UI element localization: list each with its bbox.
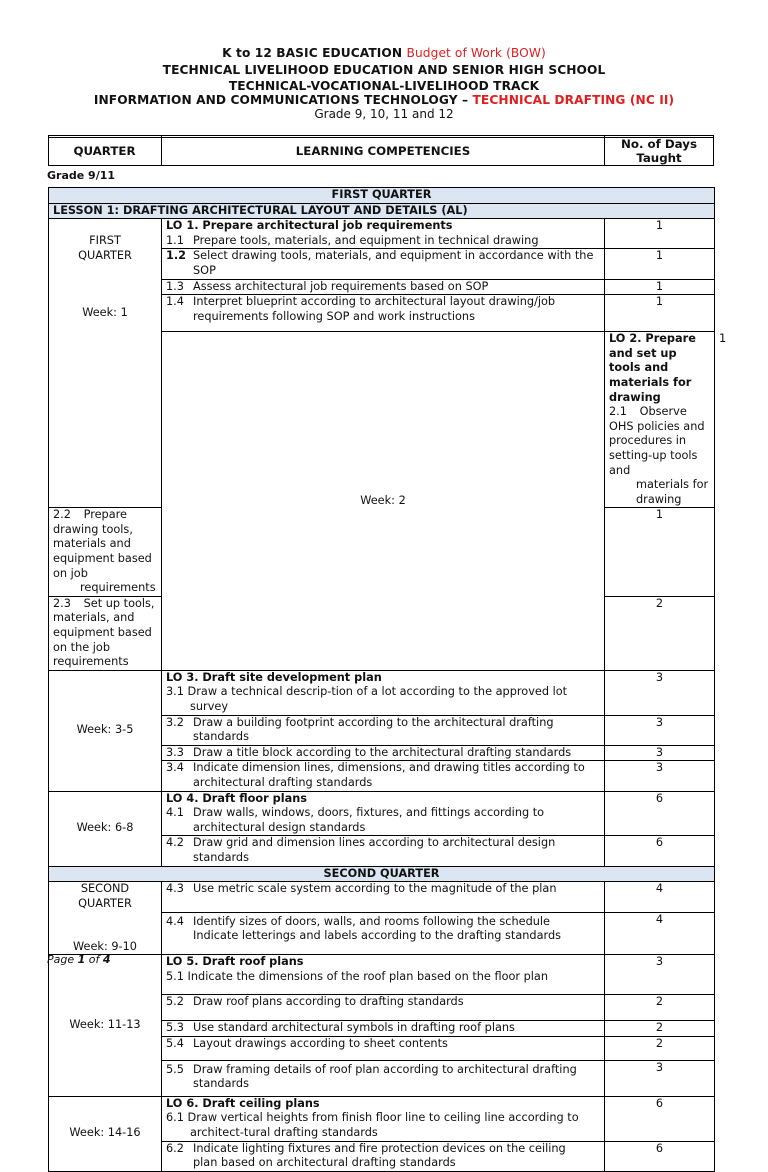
- days-cell: 1: [605, 279, 715, 295]
- days-cell: 3: [605, 1060, 715, 1096]
- table-row: [49, 1096, 715, 1141]
- competency-cell: [162, 670, 605, 715]
- table-row: [49, 882, 715, 912]
- doc-title-line2: TECHNICAL LIVELIHOOD EDUCATION AND SENIOR HIGH SCHOOL: [162, 63, 606, 77]
- first-quarter-label: FIRST QUARTER: [78, 234, 132, 262]
- days-cell: 6: [605, 836, 715, 866]
- doc-subject: INFORMATION AND COMMUNICATIONS TECHNOLOGY –: [93, 93, 469, 107]
- week-1-cell: [49, 219, 162, 508]
- competency-4-4: 4.4 Identify sizes of doors, walls, and rooms following the schedule Indicate letterings and labels according to the drafting standards: [162, 912, 605, 955]
- doc-title-line1: [0, 46, 768, 60]
- competency-1-2: 1.2 Select drawing tools, materials, and equipment in accordance with the SOP: [162, 249, 605, 279]
- grade-label: Grade 9/11: [47, 169, 116, 182]
- competency-5-2: 5.2 Draw roof plans according to drafting standards: [162, 995, 605, 1021]
- table-row: [49, 670, 715, 715]
- competency-6-2: 6.2 Indicate lighting fixtures and fire protection devices on the ceiling plan based on architectural drafting standards: [162, 1141, 605, 1171]
- days-cell: 4: [605, 882, 715, 912]
- competency-5-1: 5.1 Indicate the dimensions of the roof plan based on the floor plan: [166, 969, 549, 983]
- competency-cell: [605, 332, 715, 508]
- week-6-8-cell: [49, 791, 162, 866]
- days-cell: 6: [605, 1141, 715, 1171]
- second-quarter-heading: SECOND QUARTER: [49, 866, 715, 882]
- table-row: Week: 2 LO 2. Prepare and set up tools and materials for drawing 2.1 Observe OHS policies and procedures in setting-up tools and materials for drawing 1: [49, 332, 715, 508]
- days-cell: 3: [605, 955, 715, 995]
- days-cell: 1: [605, 295, 715, 332]
- days-cell: 2: [605, 1036, 715, 1060]
- week-label: Week: 14-16: [69, 1126, 141, 1140]
- week-label: Week: 3-5: [76, 723, 134, 737]
- lo-3-title: LO 3. Draft site development plan: [166, 670, 382, 684]
- table-row: [49, 219, 715, 249]
- week-11-13-cell: [49, 955, 162, 1097]
- competency-5-3: 5.3 Use standard architectural symbols in drafting roof plans: [162, 1021, 605, 1037]
- competency-6-1: 6.1 Draw vertical heights from finish floor line to ceiling line according to architect-tural drafting standards: [166, 1111, 579, 1139]
- days-cell: 1: [605, 219, 715, 249]
- days-column-header-1: No. of Days: [620, 137, 697, 151]
- doc-title-black: K to 12 BASIC EDUCATION: [222, 46, 403, 60]
- competency-3-3: 3.3 Draw a title block according to the architectural drafting standards: [162, 745, 605, 761]
- week-9-10-cell: [49, 882, 162, 955]
- lesson-1-heading: LESSON 1: DRAFTING ARCHITECTURAL LAYOUT AND DETAILS (AL): [49, 203, 715, 219]
- table-row: [49, 955, 715, 995]
- quarter-row: [49, 188, 715, 204]
- competency-1-3: 1.3 Assess architectural job requirements based on SOP: [162, 279, 605, 295]
- week-3-5-cell: [49, 670, 162, 791]
- quarter-row: [49, 866, 715, 882]
- week-14-16-cell: [49, 1096, 162, 1171]
- lo-5-title: LO 5. Draft roof plans: [166, 955, 304, 969]
- week-label: Week: 6-8: [76, 821, 134, 835]
- competency-2-3: 2.3 Set up tools, materials, and equipment based on the job requirements: [49, 596, 162, 670]
- competency-3-2: 3.2 Draw a building footprint according to the architectural drafting standards: [162, 715, 605, 745]
- competency-cell: [162, 1096, 605, 1141]
- competency-cell: [162, 955, 605, 995]
- competency-4-3: 4.3 Use metric scale system according to the magnitude of the plan: [162, 882, 605, 912]
- days-cell: 2: [605, 596, 715, 670]
- doc-title-red: Budget of Work (BOW): [406, 46, 546, 60]
- days-cell: 4: [605, 912, 715, 955]
- days-cell: 3: [605, 745, 715, 761]
- days-cell: 6: [605, 1096, 715, 1141]
- competencies-column-header: LEARNING COMPETENCIES: [295, 144, 471, 158]
- days-cell: 6: [605, 791, 715, 836]
- lesson-row: [49, 203, 715, 219]
- week-2-cell: [162, 332, 605, 671]
- days-cell: 3: [605, 715, 715, 745]
- competency-3-4: 3.4 Indicate dimension lines, dimensions, and drawing titles according to architectural drafting standards: [162, 761, 605, 791]
- competency-4-2: 4.2 Draw grid and dimension lines according to architectural design standards: [162, 836, 605, 866]
- competency-2-1: 2.1 Observe OHS policies and procedures in setting-up tools and materials for drawing: [609, 405, 709, 506]
- competency-5-5: 5.5 Draw framing details of roof plan according to architectural drafting standards: [162, 1060, 605, 1096]
- days-cell: 2: [605, 995, 715, 1021]
- days-cell: 2: [605, 1021, 715, 1037]
- first-quarter-heading: FIRST QUARTER: [49, 188, 715, 204]
- week-label: Week: 2: [360, 493, 406, 507]
- competency-4-1: 4.1 Draw walls, windows, doors, fixtures, and fittings according to architectural design standards: [166, 806, 545, 834]
- competency-1-4: 1.4 Interpret blueprint according to architectural layout drawing/job requirements following SOP and work instructions: [162, 295, 605, 332]
- week-label: Week: 1: [82, 306, 128, 320]
- days-cell: 1: [605, 249, 715, 279]
- doc-specialization: TECHNICAL DRAFTING (NC II): [472, 93, 675, 107]
- competency-5-4: 5.4 Layout drawings according to sheet contents: [162, 1036, 605, 1060]
- competency-cell: [162, 791, 605, 836]
- lo-6-title: LO 6. Draft ceiling plans: [166, 1096, 320, 1110]
- days-cell: 1: [605, 508, 715, 597]
- doc-title-line4: [0, 93, 768, 107]
- lo-2-title: LO 2. Prepare and set up tools and materials for drawing: [609, 332, 696, 404]
- competency-1-1: 1.1 Prepare tools, materials, and equipment in technical drawing: [166, 233, 539, 247]
- quarter-column-header: QUARTER: [73, 144, 136, 158]
- competency-cell: [162, 219, 605, 249]
- week-label: Week: 9-10: [73, 940, 137, 954]
- doc-grades: Grade 9, 10, 11 and 12: [314, 107, 454, 121]
- competency-3-1: 3.1 Draw a technical descrip-tion of a lot according to the approved lot survey: [166, 685, 568, 713]
- competency-2-2: 2.2 Prepare drawing tools, materials and equipment based on job requirements: [49, 508, 162, 597]
- second-quarter-label: SECOND QUARTER: [78, 882, 132, 910]
- lo-1-title: LO 1. Prepare architectural job requirements: [166, 219, 453, 233]
- days-cell: 3: [605, 761, 715, 791]
- page-footer: Page 1 of 4: [47, 953, 111, 966]
- days-cell: 3: [605, 670, 715, 715]
- lo-4-title: LO 4. Draft floor plans: [166, 791, 307, 805]
- table-row: [49, 791, 715, 836]
- doc-title-line3: TECHNICAL-VOCATIONAL-LIVELIHOOD TRACK: [228, 79, 540, 93]
- week-label: Week: 11-13: [69, 1018, 141, 1032]
- days-column-header-2: Taught: [636, 151, 682, 165]
